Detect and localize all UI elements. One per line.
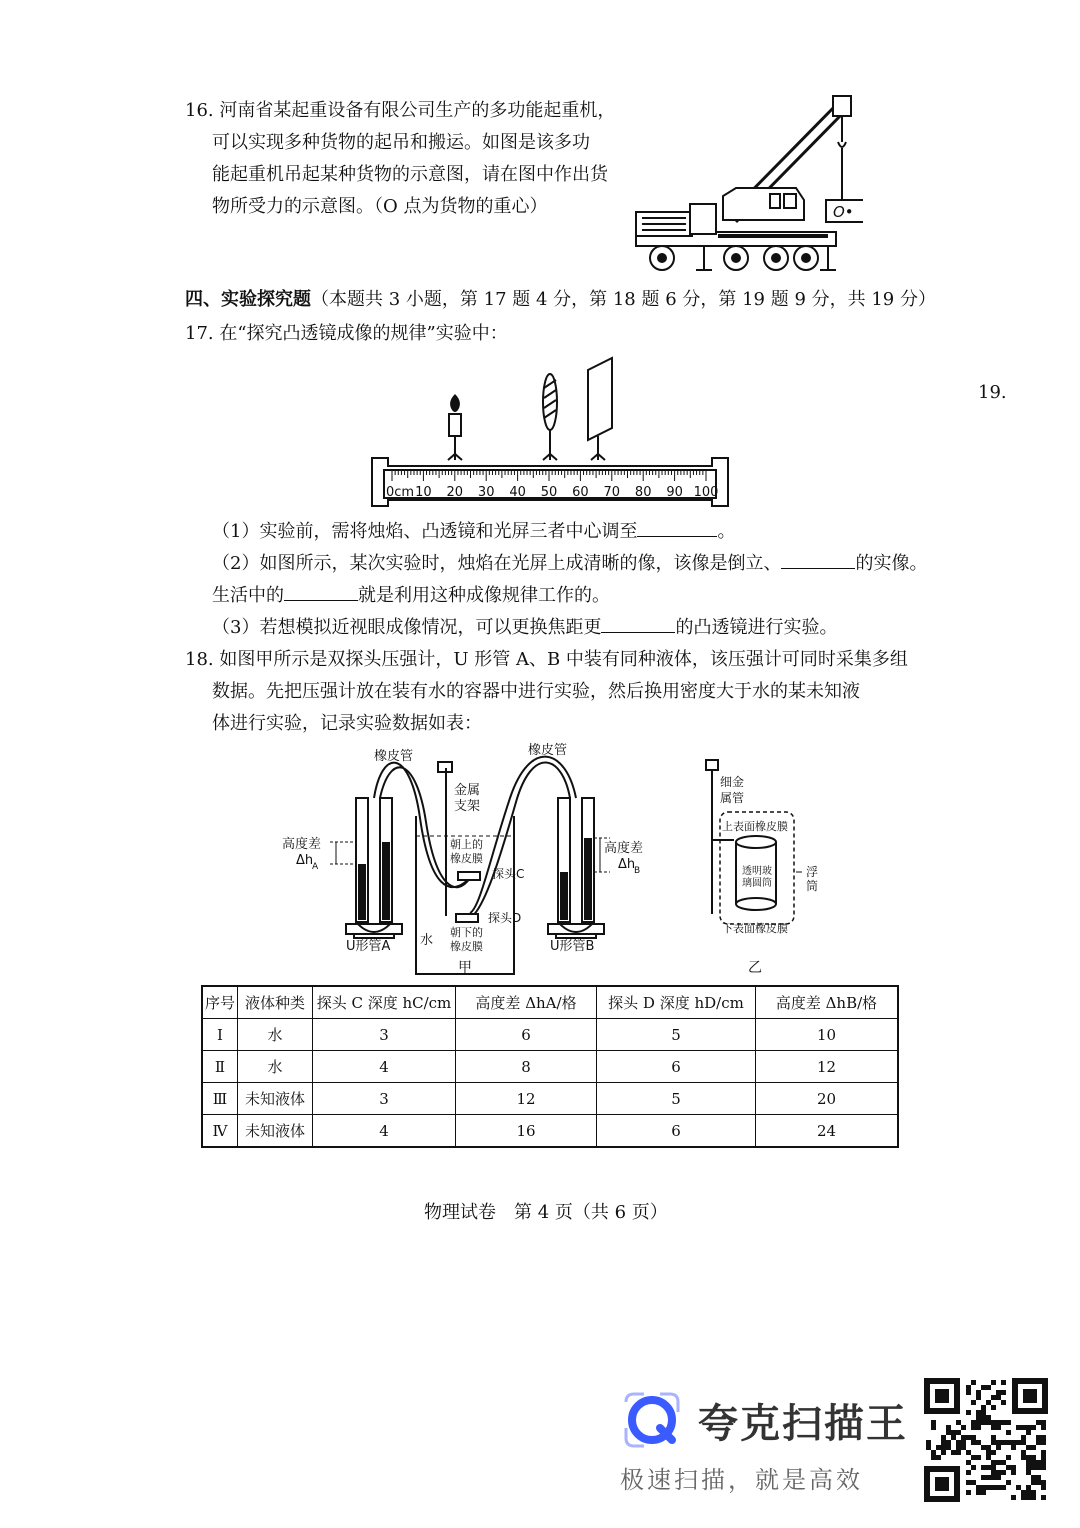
label-membrane-up-2: 橡皮膜 (450, 852, 483, 865)
scale-label: 60 (572, 485, 589, 500)
label-membrane-down-2: 橡皮膜 (450, 940, 483, 953)
header-depth-d: 探头 D 深度 hD/cm (597, 986, 756, 1019)
brand-slogan: 极速扫描，就是高效 (620, 1466, 863, 1494)
scale-label: 70 (603, 485, 621, 500)
scale-label: 10 (415, 485, 432, 500)
label-probe-d: 探头D (488, 911, 522, 925)
scale-label: 50 (540, 485, 558, 500)
q17-items (212, 516, 927, 644)
blank-1[interactable] (637, 518, 717, 537)
header-index: 序号 (202, 986, 238, 1019)
blank-4[interactable] (601, 614, 675, 633)
q16-text: 16. 河南省某起重设备有限公司生产的多功能起重机， 可以实现多种货物的起吊和搬运。如图是该多功 能起重机吊起某种货物的示意图，请在图中作出货 物所受力的示意图。（O 点为货物的重心） (185, 100, 616, 217)
label-sub-a: A (312, 862, 319, 872)
label-metal-stand-2: 支架 (454, 799, 481, 814)
scale-label: 90 (666, 485, 683, 500)
label-glass-tube-2: 璃圆筒 (742, 878, 772, 889)
label-u-tube-a: U形管A (346, 939, 391, 954)
page-footer: 物理试卷 第 4 页（共 6 页） (424, 1202, 668, 1223)
label-thin-tube-2: 属管 (720, 791, 745, 805)
header-diff-a: 高度差 ΔhA/格 (456, 986, 597, 1019)
table-row: Ⅲ 未知液体 3 12 5 20 (202, 1083, 898, 1115)
scale-label: 20 (446, 485, 464, 500)
label-membrane-down-1: 朝下的 (450, 926, 483, 939)
header-depth-c: 探头 C 深度 hC/cm (313, 986, 456, 1019)
crane-figure (628, 92, 863, 282)
q17-item-4: （3）若想模拟近视眼成像情况，可以更换焦距更 的凸透镜进行实验。 (212, 612, 927, 644)
header-liquid: 液体种类 (238, 986, 313, 1019)
q17-item-3: 生活中的 就是利用这种成像规律工作的。 (212, 580, 927, 612)
brand-name: 夸克扫描王 (698, 1401, 908, 1447)
optical-bench-figure (360, 350, 740, 512)
label-float-1: 浮 (806, 865, 819, 879)
q17-item-2: （2）如图所示，某次实验时，烛焰在光屏上成清晰的像，该像是倒立、 的实像。 (212, 548, 927, 580)
label-sub-b: B (634, 866, 641, 876)
label-height-diff-a-2: Δh (296, 853, 314, 868)
label-top-membrane: 上表面橡皮膜 (722, 820, 788, 833)
table-row: Ⅰ 水 3 6 5 10 (202, 1019, 898, 1051)
scale-label: 30 (477, 485, 495, 500)
label-u-tube-b: U形管B (550, 939, 595, 954)
scale-label: 0cm (386, 485, 415, 500)
table-row: Ⅳ 未知液体 4 16 6 24 (202, 1115, 898, 1148)
q18-text: 18. 如图甲所示是双探头压强计，U 形管 A、B 中装有同种液体，该压强计可同时采集多组 数据。先把压强计放在装有水的容器中进行实验，然后换用密度大于水的某未知液 体进行实验，记录实验数据如表： (185, 649, 908, 734)
scale-label: 80 (634, 485, 652, 500)
label-water: 水 (420, 933, 434, 948)
cargo-center-label: O• (833, 203, 854, 221)
scale-label: 40 (509, 485, 526, 500)
label-height-diff-a-1: 高度差 (282, 837, 322, 852)
caption-jia: 甲 (458, 960, 472, 976)
quark-logo-icon (616, 1384, 688, 1456)
label-rubber-tube-right: 橡皮管 (528, 743, 568, 758)
q17-stem: 17. 在“探究凸透镜成像的规律”实验中： (185, 323, 508, 344)
section-heading: 四、实验探究题（本题共 3 小题，第 17 题 4 分，第 18 题 6 分，第 19 题 9 分，共 19 分） (185, 289, 936, 310)
blank-3[interactable] (284, 582, 358, 601)
scale-label: 100 (693, 485, 719, 500)
figure-jia (270, 738, 670, 978)
label-float-2: 筒 (806, 879, 819, 893)
label-rubber-tube-left: 橡皮管 (374, 749, 414, 764)
data-table (201, 985, 899, 1148)
label-metal-stand-1: 金属 (454, 783, 481, 798)
q17-item-1: （1）实验前，需将烛焰、凸透镜和光屏三者中心调至 。 (212, 516, 927, 548)
table-header-row (202, 986, 898, 1019)
header-diff-b: 高度差 ΔhB/格 (756, 986, 899, 1019)
label-height-diff-b-2: Δh (618, 857, 636, 872)
scanner-watermark (616, 1384, 916, 1494)
side-question-number: 19. (978, 382, 1007, 403)
label-probe-c: 探头C (492, 867, 525, 881)
blank-2[interactable] (781, 550, 855, 569)
label-glass-tube-1: 透明玻 (742, 866, 772, 877)
qr-code-icon (924, 1378, 1048, 1502)
label-height-diff-b-1: 高度差 (604, 841, 644, 856)
label-thin-tube-1: 细金 (720, 775, 745, 789)
figure-yi (698, 752, 838, 976)
label-membrane-up-1: 朝上的 (450, 838, 483, 851)
table-row: Ⅱ 水 4 8 6 12 (202, 1051, 898, 1083)
caption-yi: 乙 (748, 960, 762, 976)
label-bottom-membrane: 下表面橡皮膜 (722, 922, 788, 935)
